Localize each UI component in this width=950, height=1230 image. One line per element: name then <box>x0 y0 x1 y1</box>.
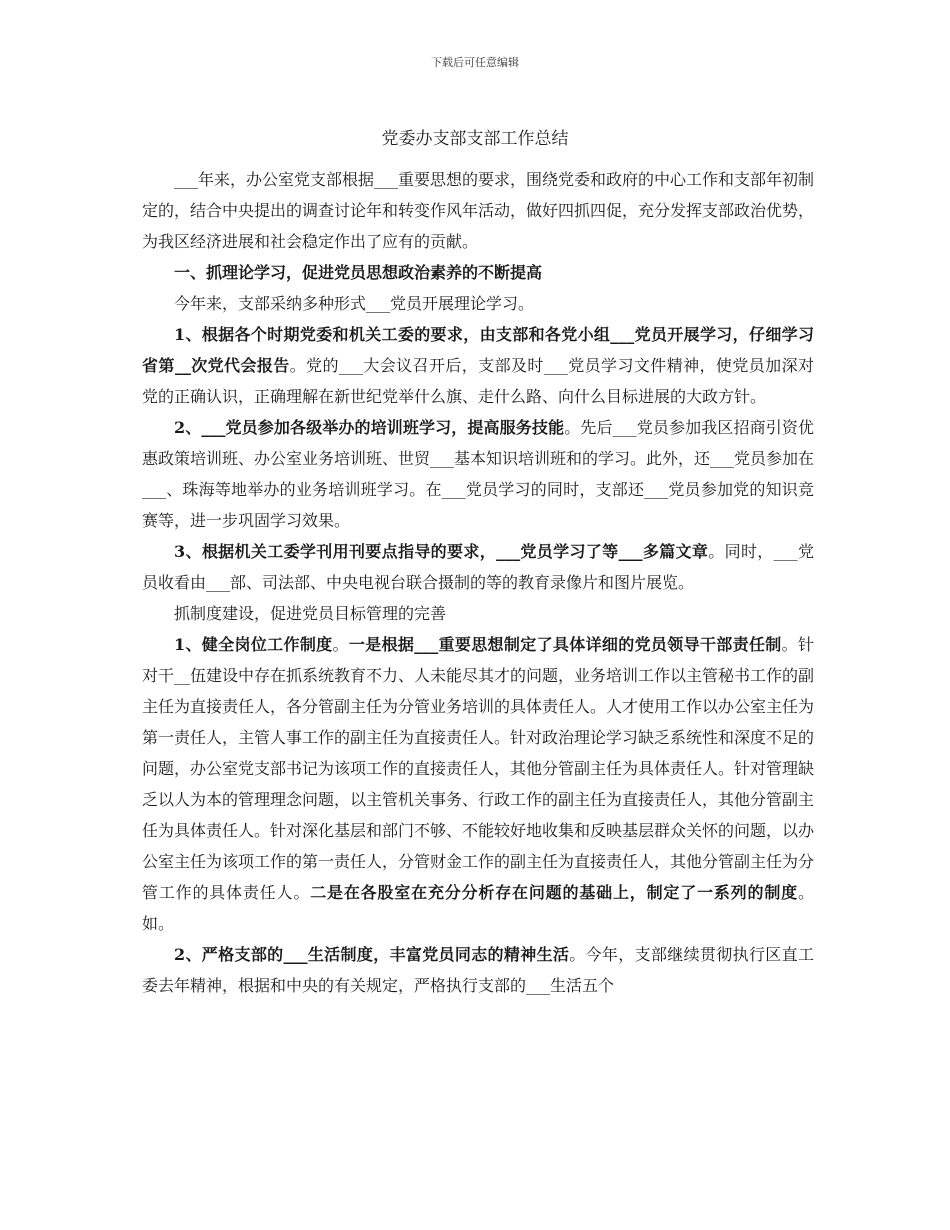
text-segment: 。针对干__伍建设中存在抓系统教育不力、人未能尽其才的问题，业务培训工作以主管秘书工作的副主任为直接责任人，各分管副主任为分管业务培训的具体责任人。人才使用工作以办公室主任为第一责任人，主管人事工作的副主任为直接责任人。针对政治理论学习缺乏系统性和深度不足的问题，办公室党支部书记为该项工作的直接责任人，其他分管副主任为具体责任人。针对管理缺乏以人为本的管理理念问题，以主管机关事务、行政工作的副主任为直接责任人，其他分管副主任为具体责任人。针对深化基层和部门不够、不能较好地收集和反映基层群众关怀的问题，以办公室主任为该项工作的第一责任人，分管财金工作的副主任为直接责任人，其他分管副主任为分管工作的具体责任人。 <box>142 635 815 902</box>
text-segment: 今年来，支部采纳多种形式___党员开展理论学习。 <box>174 294 535 313</box>
paragraph-item-1-study <box>142 319 814 412</box>
bold-text-segment: 1、根据各个时期党委和机关工委的要求，由支部和各党小组___党员开展学习，仔细学习省第__次党代会报告 <box>142 325 814 375</box>
paragraph-item-1-post-system <box>142 629 814 939</box>
section-heading-system-building <box>142 598 814 629</box>
text-segment: 一、抓理论学习，促进党员思想政治素养的不断提高 <box>174 263 543 282</box>
bold-text-segment: 1、健全岗位工作制度 <box>174 635 333 654</box>
document-title: 党委办支部支部工作总结 <box>381 129 569 149</box>
text-segment: 抓制度建设，促进党员目标管理的完善 <box>174 604 447 623</box>
paragraph-item-3-publications <box>142 536 814 598</box>
paragraph-item-2-party-life <box>142 939 814 1001</box>
paragraph-study-forms <box>142 288 814 319</box>
page-header-note: 下载后可任意编辑 <box>431 56 519 69</box>
text-segment: 。今年，支部继续贯彻执行区直工委去年精神，根据和中央的有关规定，严格执行支部的___生活五个 <box>142 945 814 995</box>
text-segment: 。党的___大会议召开后，支部及时___党员学习文件精神，使党员加深对党的正确认识，正确理解在新世纪党举什么旗、走什么路、向什么目标进展的大政方针。 <box>142 356 814 406</box>
text-segment: 。如。 <box>142 883 814 933</box>
paragraph-intro <box>142 164 814 257</box>
text-segment: 。 <box>332 635 349 654</box>
bold-text-segment: 3、根据机关工委学刊用刊要点指导的要求，___党员学习了等___多篇文章 <box>174 542 709 561</box>
text-segment: ___年来，办公室党支部根据___重要思想的要求，围绕党委和政府的中心工作和支部年初制定的，结合中央提出的调查讨论年和转变作风年活动，做好四抓四促，充分发挥支部政治优势，为我区经济进展和社会稳定作出了应有的贡献。 <box>142 170 815 251</box>
bold-text-segment: 2、严格支部的___生活制度，丰富党员同志的精神生活 <box>174 945 570 964</box>
text-segment: 。同时，___党员收看由___部、司法部、中央电视台联合摄制的等的教育录像片和图片展览。 <box>142 542 814 592</box>
bold-text-segment: 2、___党员参加各级举办的培训班学习，提高服务技能 <box>174 418 565 437</box>
bold-text-segment: 一是根据___重要思想制定了具体详细的党员领导干部责任制 <box>348 635 782 654</box>
paragraph-item-2-training <box>142 412 814 536</box>
document-body <box>142 164 814 1001</box>
section-heading-theory-study <box>142 257 814 288</box>
text-segment: 。先后___党员参加我区招商引资优惠政策培训班、办公室业务培训班、世贸___基本知识培训班和的学习。此外，还___党员参加在___、珠海等地举办的业务培训班学习。在___党员学习的同时，支部还___党员参加党的知识竞赛等，进一步巩固学习效果。 <box>142 418 815 530</box>
bold-text-segment: 二是在各股室在充分分析存在问题的基础上，制定了一系列的制度 <box>310 883 798 902</box>
